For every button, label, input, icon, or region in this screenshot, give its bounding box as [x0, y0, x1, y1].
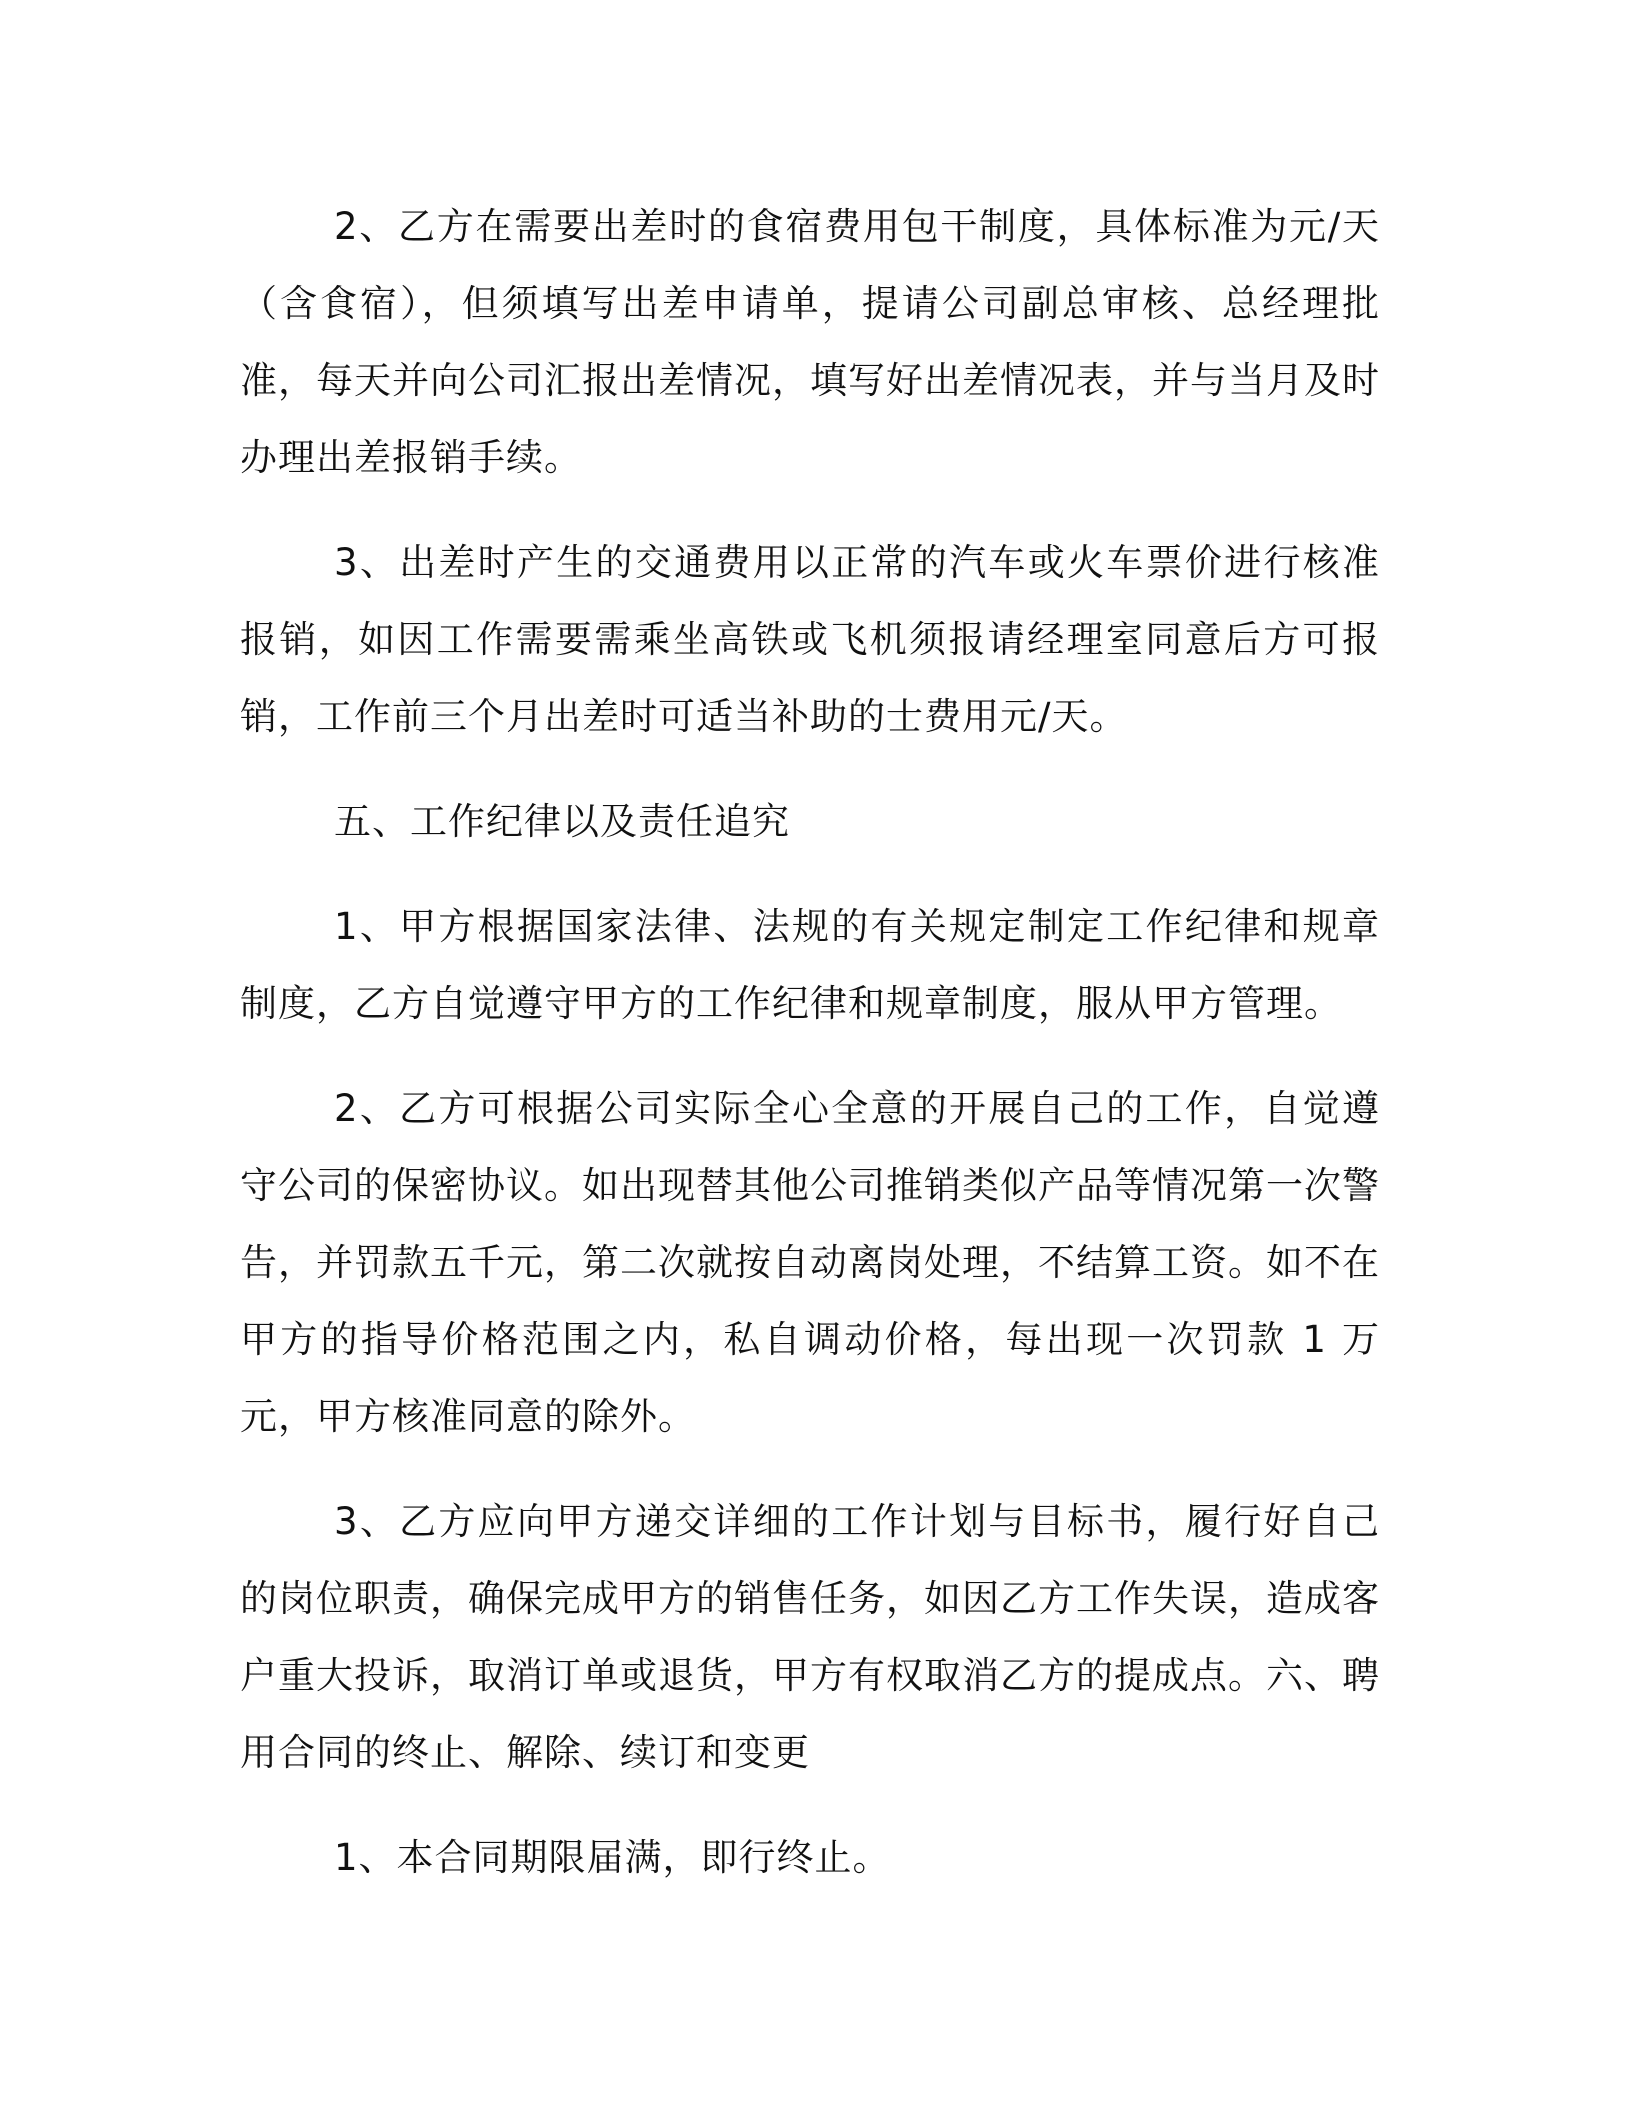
paragraph-transport-expenses: 3、出差时产生的交通费用以正常的汽车或火车票价进行核准报销，如因工作需要需乘坐高铁或飞机须报请经理室同意后方可报销，工作前三个月出差时可适当补助的士费用元/天。	[240, 541, 1380, 738]
paragraph-rules-compliance: 1、甲方根据国家法律、法规的有关规定制定工作纪律和规章制度，乙方自觉遵守甲方的工作纪律和规章制度，服从甲方管理。	[240, 905, 1380, 1025]
section-heading-work-discipline: 五、工作纪律以及责任追究	[334, 800, 790, 843]
paragraph-work-plan-responsibility: 3、乙方应向甲方递交详细的工作计划与目标书，履行好自己的岗位职责，确保完成甲方的销售任务，如因乙方工作失误，造成客户重大投诉，取消订单或退货，甲方有权取消乙方的提成点。六、聘用合同的终止、解除、续订和变更	[240, 1500, 1380, 1774]
paragraph-meal-lodging-allowance: 2、乙方在需要出差时的食宿费用包干制度，具体标准为元/天（含食宿），但须填写出差申请单，提请公司副总审核、总经理批准，每天并向公司汇报出差情况，填写好出差情况表，并与当月及时办理出差报销手续。	[240, 205, 1380, 479]
paragraph-contract-expiry: 1、本合同期限届满，即行终止。	[334, 1836, 891, 1879]
paragraph-confidentiality-penalties: 2、乙方可根据公司实际全心全意的开展自己的工作，自觉遵守公司的保密协议。如出现替其他公司推销类似产品等情况第一次警告，并罚款五千元，第二次就按自动离岗处理，不结算工资。如不在甲方的指导价格范围之内，私自调动价格，每出现一次罚款 1 万元，甲方核准同意的除外。	[240, 1087, 1380, 1438]
document-body	[240, 188, 1380, 1924]
